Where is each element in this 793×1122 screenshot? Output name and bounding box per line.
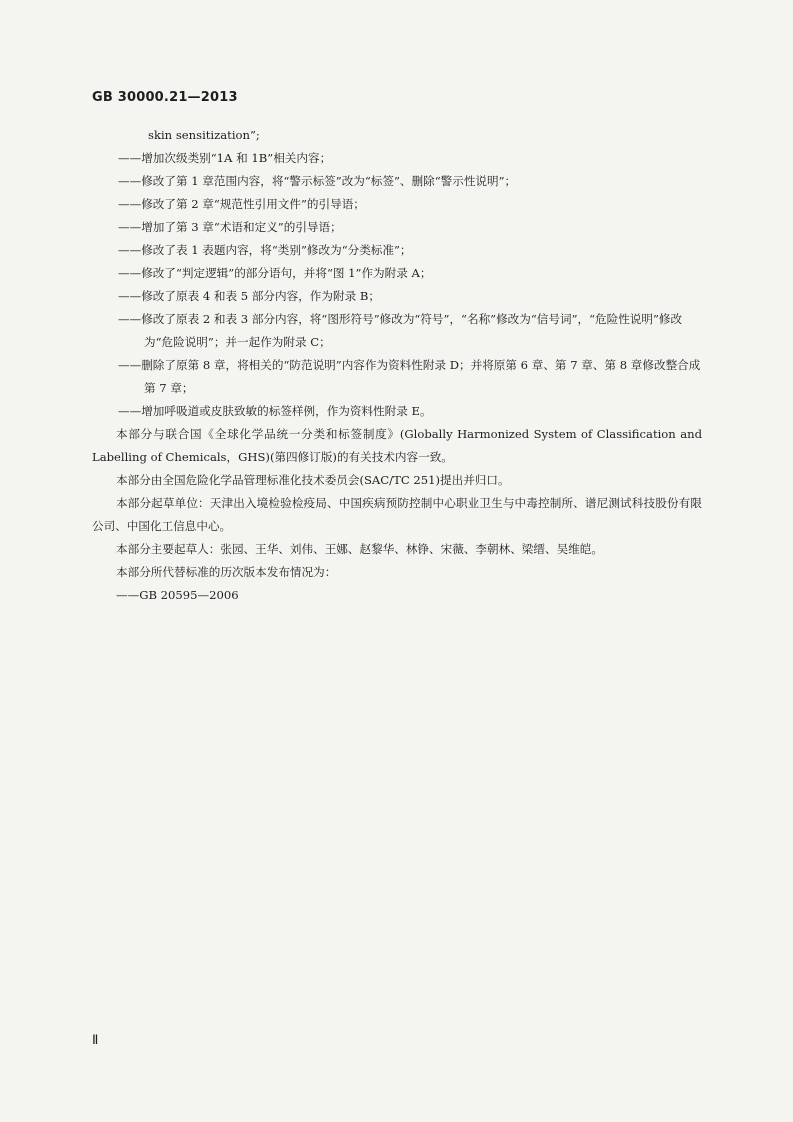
change-item: ——修改了表 1 表题内容，将“类别”修改为“分类标准”； — [118, 243, 412, 257]
foreword-body — [92, 124, 702, 607]
page-number: Ⅱ — [92, 1032, 99, 1047]
history-item: ——GB 20595—2006 — [116, 588, 239, 602]
change-item: ——修改了第 1 章范围内容，将“警示标签”改为“标签”、删除“警示性说明”； — [118, 174, 517, 188]
drafting-units-paragraph: 本部分起草单位：天津出入境检验检疫局、中国疾病预防控制中心职业卫生与中毒控制所、谱尼测试科技股份有限公司、中国化工信息中心。 — [92, 496, 702, 533]
consistency-paragraph: 本部分与联合国《全球化学品统一分类和标签制度》(Globally Harmonized System of Classification and Labelling of Chemicals，GHS)(第四修订版)的有关技术内容一致。 — [92, 427, 702, 464]
change-item: ——修改了原表 2 和表 3 部分内容，将“图形符号”修改为“符号”，“名称”修改为“信号词”，“危险性说明”修改为“危险说明”；并一起作为附录 C； — [118, 312, 683, 349]
change-item: ——增加了第 3 章“术语和定义”的引导语； — [118, 220, 342, 234]
change-item: ——修改了“判定逻辑”的部分语句，并将“图 1”作为附录 A； — [118, 266, 432, 280]
change-item: ——修改了第 2 章“规范性引用文件”的引导语； — [118, 197, 365, 211]
continuation-line: skin sensitization”; — [148, 128, 260, 142]
change-item: ——增加呼吸道或皮肤致敏的标签样例，作为资料性附录 E。 — [118, 404, 432, 418]
proposer-paragraph: 本部分由全国危险化学品管理标准化技术委员会(SAC/TC 251)提出并归口。 — [116, 473, 510, 487]
standard-code: GB 30000.21—2013 — [92, 90, 238, 105]
change-item: ——修改了原表 4 和表 5 部分内容，作为附录 B； — [118, 289, 380, 303]
drafters-paragraph: 本部分主要起草人：张园、王华、刘伟、王娜、赵黎华、林铮、宋薇、李朝林、梁缙、吴维皑。 — [116, 542, 603, 556]
change-item: ——删除了原第 8 章，将相关的“防范说明”内容作为资料性附录 D；并将原第 6 章、第 7 章、第 8 章修改整合成第 7 章； — [118, 358, 701, 395]
change-item: ——增加次级类别“1A 和 1B”相关内容； — [118, 151, 332, 165]
history-intro: 本部分所代替标准的历次版本发布情况为： — [116, 565, 337, 579]
